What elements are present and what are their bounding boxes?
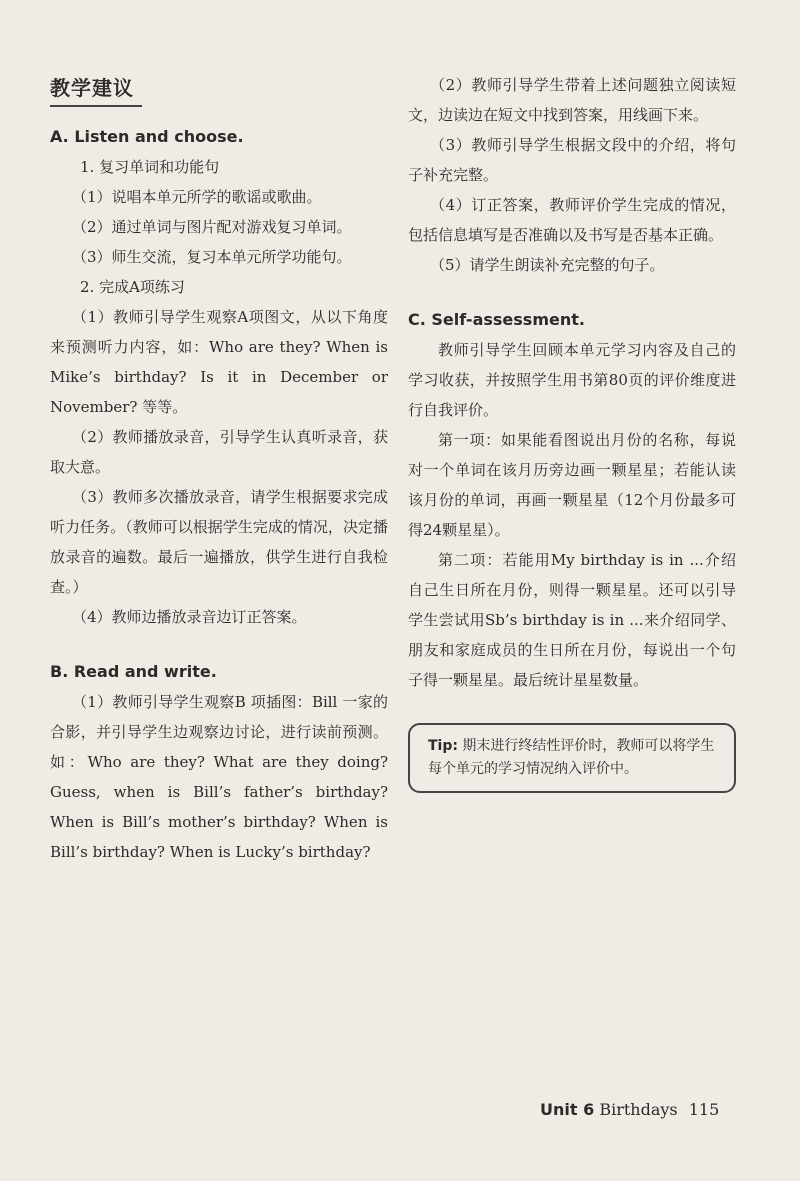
spacer (408, 280, 736, 310)
section-c-paragraph: 教师引导学生回顾本单元学习内容及自己的学习收获，并按照学生用书第80页的评价维度进行自我评价。 (408, 341, 736, 419)
page-footer (540, 1100, 719, 1119)
section-a-paragraph: （3）教师多次播放录音，请学生根据要求完成听力任务。（教师可以根据学生完成的情况，决定播放录音的遍数。最后一遍播放，供学生进行自我检查。） (50, 488, 388, 596)
section-a-heading: A. Listen and choose. (50, 127, 244, 146)
section-a-line: （1）说唱本单元所学的歌谣或歌曲。 (72, 188, 322, 206)
page-number: 115 (688, 1100, 720, 1119)
section-c-paragraph: 第一项：如果能看图说出月份的名称，每说对一个单词在该月历旁边画一颗星星；若能认读该月份的单词，再画一颗星星（12个月份最多可得24颗星星）。 (408, 431, 736, 539)
left-column (50, 70, 388, 867)
section-a-paragraph: （2）教师播放录音，引导学生认真听录音，获取大意。 (50, 428, 388, 476)
page-title: 教学建议 (50, 72, 142, 107)
section-b-heading: B. Read and write. (50, 662, 217, 681)
spacer (50, 632, 388, 662)
section-b-paragraph: （2）教师引导学生带着上述问题独立阅读短文，边读边在短文中找到答案，用线画下来。 (408, 76, 736, 124)
section-a-line: 1. 复习单词和功能句 (80, 158, 220, 176)
section-a-line: 2. 完成A项练习 (80, 278, 185, 296)
footer-title: Birthdays (599, 1100, 678, 1119)
section-a-paragraph: （4）教师边播放录音边订正答案。 (72, 608, 307, 626)
tip-label: Tip: (428, 738, 458, 754)
section-c-paragraph: 第二项：若能用My birthday is in ...介绍自己生日所在月份，则得一颗星星。还可以引导学生尝试用Sb’s birthday is in ...来介绍同学、朋友和家庭成员的生日所在月份，每说出一个句子得一颗星星。最后统计星星数量。 (408, 551, 736, 689)
section-c-heading: C. Self-assessment. (408, 310, 585, 329)
section-b-paragraph: （5）请学生朗读补充完整的句子。 (430, 256, 665, 274)
section-a-line: （3）师生交流，复习本单元所学功能句。 (72, 248, 352, 266)
section-a-line: （2）通过单词与图片配对游戏复习单词。 (72, 218, 352, 236)
tip-text: 期末进行终结性评价时，教师可以将学生每个单元的学习情况纳入评价中。 (428, 738, 715, 777)
right-column (408, 70, 736, 793)
section-b-paragraph: （1）教师引导学生观察B 项插图：Bill 一家的合影，并引导学生边观察边讨论，进行读前预测。如：Who are they? What are they doing? Guess, when is Bill’s father’s birthday? When is Bill’s mother’s birthday? When is Bill’s birthday? When is Lucky’s birthday? (50, 693, 388, 861)
section-b-paragraph: （3）教师引导学生根据文段中的介绍，将句子补充完整。 (408, 136, 736, 184)
section-b-paragraph: （4）订正答案，教师评价学生完成的情况，包括信息填写是否准确以及书写是否基本正确。 (408, 196, 736, 244)
section-a-paragraph: （1）教师引导学生观察A项图文，从以下角度来预测听力内容，如：Who are they? When is Mike’s birthday? Is it in December or November? 等等。 (50, 308, 388, 416)
tip-box (408, 723, 736, 793)
footer-unit: Unit 6 (540, 1100, 595, 1119)
